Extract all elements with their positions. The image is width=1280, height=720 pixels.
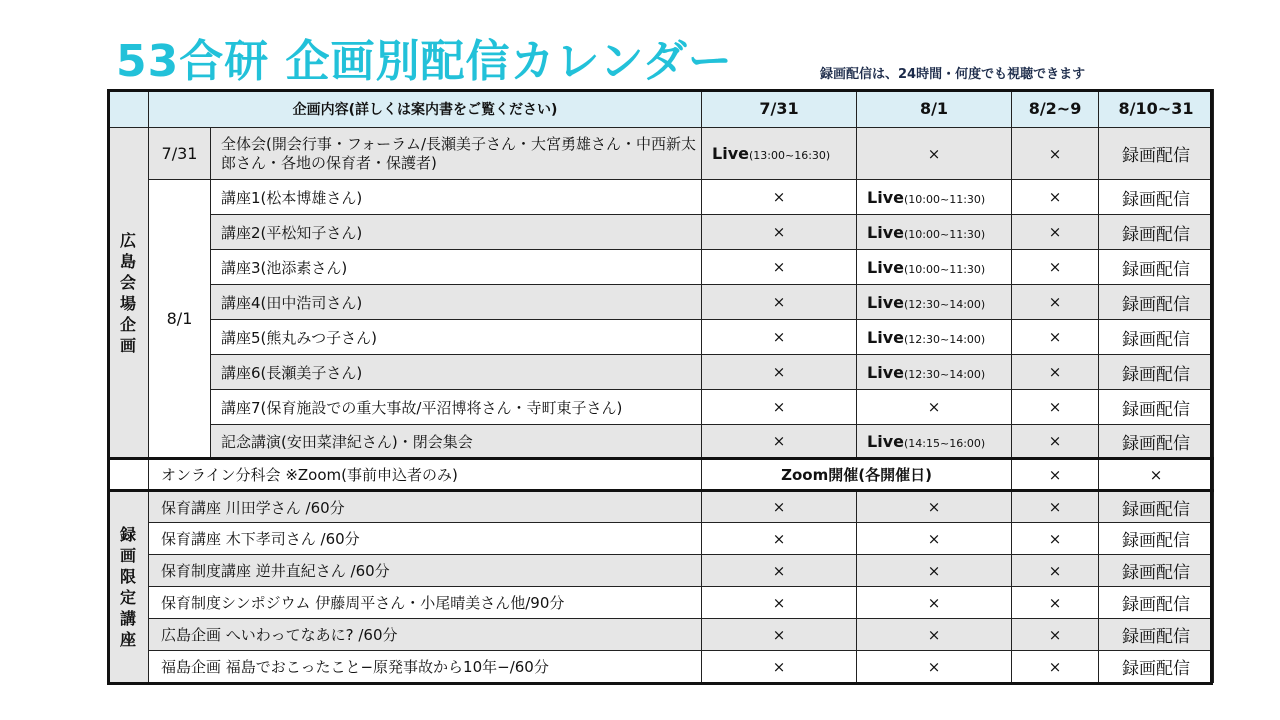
event-title: 講座2(平松知子さん) [211, 215, 702, 250]
cross-mark: × [857, 128, 1012, 180]
recorded-cell: 録画配信 [1099, 619, 1214, 651]
cross-mark: × [1012, 285, 1099, 320]
cross-mark: × [1012, 587, 1099, 619]
recorded-cell: 録画配信 [1099, 587, 1214, 619]
recorded-cell: 録画配信 [1099, 320, 1214, 355]
date-label-731: 7/31 [149, 128, 211, 180]
cross-mark: × [702, 587, 857, 619]
header-date-1: 7/31 [702, 90, 857, 128]
cross-mark: × [857, 651, 1012, 683]
cross-mark: × [702, 250, 857, 285]
recorded-cell: 録画配信 [1099, 250, 1214, 285]
recorded-cell: 録画配信 [1099, 425, 1214, 459]
date-label-81: 8/1 [149, 180, 211, 459]
live-cell: Live(10:00~11:30) [857, 250, 1012, 285]
cross-mark: × [1012, 425, 1099, 459]
cross-mark: × [1012, 619, 1099, 651]
cross-mark: × [702, 355, 857, 390]
header-date-2: 8/1 [857, 90, 1012, 128]
event-title: 記念講演(安田菜津紀さん)・閉会集会 [211, 425, 702, 459]
cross-mark: × [857, 390, 1012, 425]
cross-mark: × [702, 425, 857, 459]
cross-mark: × [857, 587, 1012, 619]
cross-mark: × [702, 619, 857, 651]
cross-mark: × [857, 555, 1012, 587]
live-cell: Live(10:00~11:30) [857, 180, 1012, 215]
recorded-cell: 録画配信 [1099, 180, 1214, 215]
event-title: 講座5(熊丸みつ子さん) [211, 320, 702, 355]
event-title: 講座6(長瀬美子さん) [211, 355, 702, 390]
cross-mark: × [1099, 459, 1214, 491]
cross-mark: × [702, 390, 857, 425]
zoom-cell: Zoom開催(各開催日) [702, 459, 1012, 491]
live-cell: Live(12:30~14:00) [857, 320, 1012, 355]
cross-mark: × [1012, 459, 1099, 491]
event-title: 講座7(保育施設での重大事故/平沼博将さん・寺町東子さん) [211, 390, 702, 425]
recorded-cell: 録画配信 [1099, 285, 1214, 320]
recorded-cell: 録画配信 [1099, 215, 1214, 250]
cross-mark: × [857, 619, 1012, 651]
cross-mark: × [1012, 555, 1099, 587]
cross-mark: × [1012, 491, 1099, 523]
online-session-title: オンライン分科会 ※Zoom(事前申込者のみ) [149, 459, 702, 491]
live-cell: Live(14:15~16:00) [857, 425, 1012, 459]
recorded-cell: 録画配信 [1099, 491, 1214, 523]
recorded-cell: 録画配信 [1099, 128, 1214, 180]
cross-mark: × [702, 523, 857, 555]
recorded-cell: 録画配信 [1099, 523, 1214, 555]
recording-note: 録画配信は、24時間・何度でも視聴できます [820, 67, 1086, 82]
recorded-cell: 録画配信 [1099, 355, 1214, 390]
event-title: 広島企画 へいわってなあに? /60分 [149, 619, 702, 651]
header-date-3: 8/2~9 [1012, 90, 1099, 128]
cross-mark: × [702, 491, 857, 523]
event-title: 保育講座 木下孝司さん /60分 [149, 523, 702, 555]
cross-mark: × [1012, 180, 1099, 215]
cross-mark: × [857, 523, 1012, 555]
live-cell: Live(12:30~14:00) [857, 355, 1012, 390]
table-outer-border [107, 89, 1213, 685]
cross-mark: × [1012, 390, 1099, 425]
hiroshima-venue-label: 広 島 会 場 企 画 [108, 128, 149, 459]
cross-mark: × [702, 215, 857, 250]
cross-mark: × [1012, 250, 1099, 285]
recorded-cell: 録画配信 [1099, 390, 1214, 425]
event-title: 講座4(田中浩司さん) [211, 285, 702, 320]
header-date-4: 8/10~31 [1099, 90, 1214, 128]
cross-mark: × [1012, 523, 1099, 555]
cross-mark: × [1012, 355, 1099, 390]
event-title: 講座1(松本博雄さん) [211, 180, 702, 215]
recorded-cell: 録画配信 [1099, 651, 1214, 683]
cross-mark: × [702, 555, 857, 587]
event-title: 保育制度シンポジウム 伊藤周平さん・小尾晴美さん他/90分 [149, 587, 702, 619]
cross-mark: × [1012, 215, 1099, 250]
live-cell: Live(12:30~14:00) [857, 285, 1012, 320]
cross-mark: × [702, 651, 857, 683]
event-title: 保育講座 川田学さん /60分 [149, 491, 702, 523]
cross-mark: × [1012, 320, 1099, 355]
live-cell: Live(10:00~11:30) [857, 215, 1012, 250]
cross-mark: × [702, 320, 857, 355]
cross-mark: × [702, 285, 857, 320]
event-title: 全体会(開会行事・フォーラム/長瀬美子さん・大宮勇雄さん・中西新太郎さん・各地の保育者・保護者) [211, 128, 702, 180]
cross-mark: × [1012, 651, 1099, 683]
event-title: 講座3(池添素さん) [211, 250, 702, 285]
cross-mark: × [1012, 128, 1099, 180]
event-title: 福島企画 福島でおこったこと−原発事故から10年−/60分 [149, 651, 702, 683]
live-cell: Live(13:00~16:30) [702, 128, 857, 180]
cross-mark: × [857, 491, 1012, 523]
page-title: 53合研 企画別配信カレンダー [116, 36, 733, 87]
recorded-only-label: 録 画 限 定 講 座 [108, 491, 149, 683]
header-content: 企画内容(詳しくは案内書をご覧ください) [149, 90, 702, 128]
cross-mark: × [702, 180, 857, 215]
event-title: 保育制度講座 逆井直紀さん /60分 [149, 555, 702, 587]
recorded-cell: 録画配信 [1099, 555, 1214, 587]
